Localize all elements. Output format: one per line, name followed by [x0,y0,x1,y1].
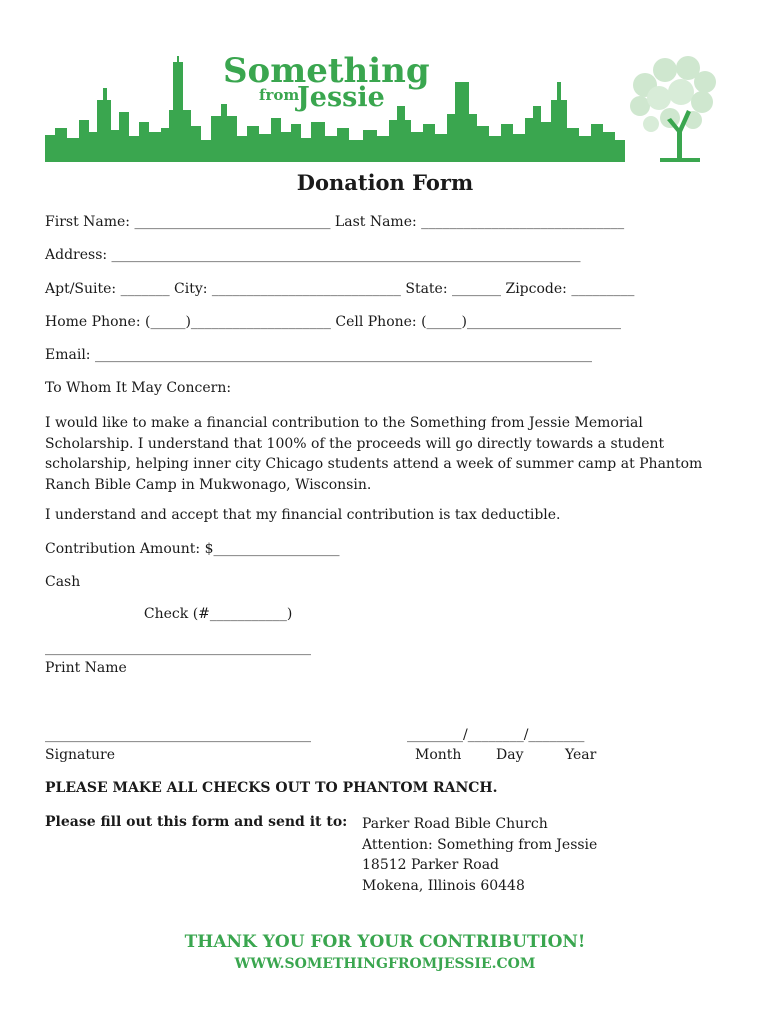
check-option[interactable] [135,574,292,622]
date-rule[interactable]: ________/________/________ [407,727,585,743]
name-fields-line[interactable]: First Name: ____________________________ Last Name: _____________________________ [45,214,625,230]
page-title: Donation Form [296,170,474,195]
cash-option[interactable] [45,574,80,590]
thank-you-message: THANK YOU FOR YOUR CONTRIBUTION! [184,932,586,952]
logo-line1: Something [223,51,430,91]
print-name-rule[interactable]: ______________________________________ [45,640,311,656]
logo-line2b: Jessie [297,82,385,113]
phone-fields-line[interactable]: Home Phone: (_____)____________________ Cell Phone: (_____)______________________ [45,314,622,330]
apt-city-state-zip-line[interactable]: Apt/Suite: _______ City: ___________________________ State: _______ Zipcode: _________ [45,281,635,297]
logo-line2a: from [259,86,300,104]
mailing-address [362,814,597,896]
body-paragraph: I would like to make a financial contribution to the Something from Jessie Memorial Scholarship. I understand that 100% of the proceeds will go directly towards a student scholarship, helping inner city Chicago students attend a week of summer camp at Phantom Ranch Bible Camp in Mukwonago, Wisconsin. [45,415,703,493]
email-field-line[interactable]: Email: _______________________________________________________________________ [45,347,592,363]
tree-icon [630,56,716,162]
website-link[interactable]: WWW.SOMETHINGFROMJESSIE.COM [234,956,536,972]
salutation: To Whom It May Concern: [45,380,232,396]
signature-label: Signature [45,747,116,763]
address-line: Mokena, Illinois 60448 [362,877,525,894]
check-label: Check (#___________) [143,606,293,622]
skyline-banner [45,40,725,165]
date-month-label: Month [415,747,462,763]
address-field-line[interactable]: Address: ___________________________________________________________________ [45,247,581,263]
send-to-label: Please fill out this form and send it to: [45,814,348,830]
cash-label: Cash [45,574,81,590]
date-year-label: Year [565,747,597,763]
address-line: 18512 Parker Road [362,857,500,873]
date-day-label: Day [496,747,524,763]
contribution-amount-line[interactable]: Contribution Amount: $__________________ [45,541,340,557]
tax-paragraph: I understand and accept that my financial contribution is tax deductible. [45,507,561,523]
signature-rule[interactable]: ______________________________________ [45,727,311,743]
checks-notice: PLEASE MAKE ALL CHECKS OUT TO PHANTOM RANCH. [45,780,498,796]
address-line: Parker Road Bible Church [362,816,548,832]
address-line: Attention: Something from Jessie [362,836,598,853]
print-name-label: Print Name [45,660,127,676]
logo [223,51,430,113]
